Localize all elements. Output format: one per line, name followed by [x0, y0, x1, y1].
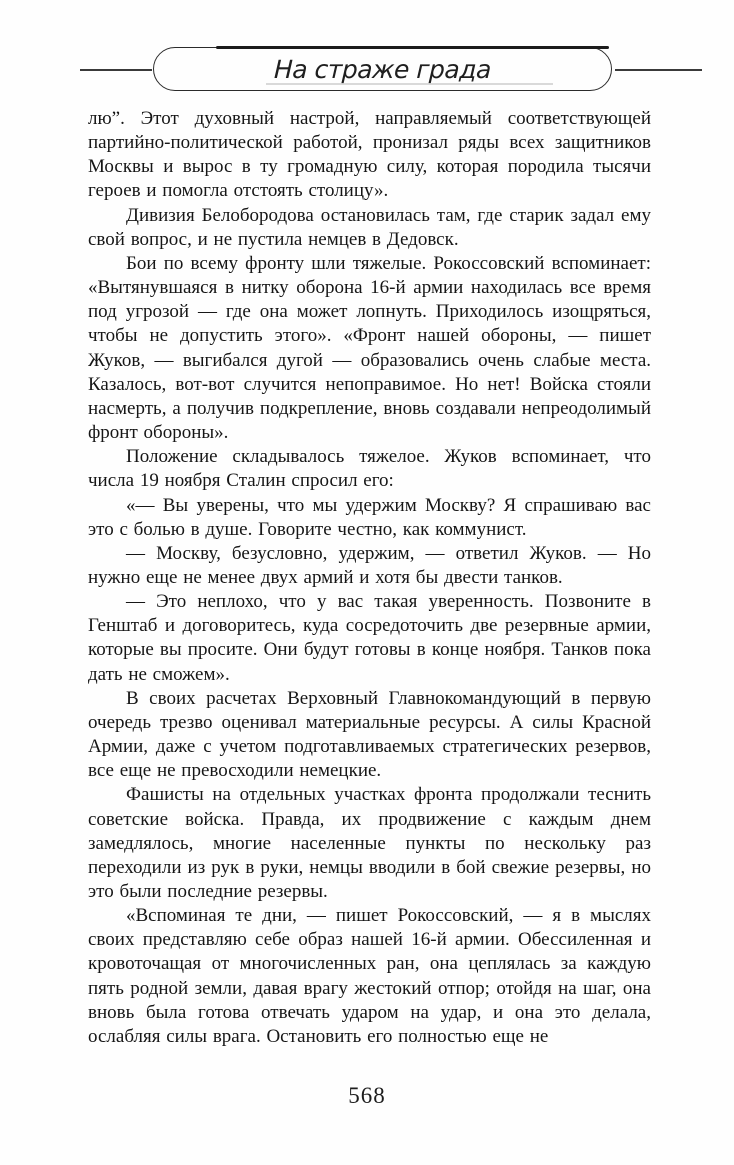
paragraph: Дивизия Белобородова остановилась там, где старик задал ему свой вопрос, и не пустила немцев в Дедовск. — [88, 204, 651, 250]
paragraph: В своих расчетах Верховный Главнокомандующий в первую очередь трезво оценивал материальные ресурсы. А силы Красной Армии, даже с учетом подготавливаемых стратегических резервов, все еще не превосходили немецкие. — [88, 687, 651, 782]
paragraph: Бои по всему фронту шли тяжелые. Рокоссовский вспоминает: «Вытянувшаяся в нитку оборона 16-й армии находилась все время под угрозой — где она может лопнуть. Приходилось изощряться, чтобы не допустить этого». «Фронт нашей обороны, — пишет Жуков, — выгибался дугой — образовались очень слабые места. Казалось, вот-вот случится непоправимое. Но нет! Войска стояли насмерть, а получив подкрепление, вновь создавали непреодолимый фронт обороны». — [88, 252, 651, 444]
page-number: 568 — [348, 1083, 386, 1108]
paragraph: — Это неплохо, что у вас такая уверенность. Позвоните в Генштаб и договоритесь, куда сосредоточить две резервные армии, которые вы просите. Они будут готовы в конце ноября. Танков пока дать не сможем». — [88, 591, 651, 685]
chapter-title: На страже града — [273, 54, 492, 84]
paragraph: Положение складывалось тяжелое. Жуков вспоминает, что числа 19 ноября Сталин спросил его: — [88, 446, 651, 492]
paragraph: лю”. Этот духовный настрой, направляемый соответствующей партийно-политической работой, пронизал ряды всех защитников Москвы и вырос в ту громадную силу, которая породила тысячи героев и помогла отстоять столицу». — [88, 108, 651, 202]
paragraph: — Москву, безусловно, удержим, — ответил Жуков. — Но нужно еще не менее двух армий и хотя бы двести танков. — [88, 542, 651, 588]
chapter-title-banner — [153, 47, 612, 91]
page-body-text — [88, 107, 651, 1049]
header-rule-right — [615, 69, 702, 71]
paragraph: «Вспоминая те дни, — пишет Рокоссовский, — я в мыслях своих представляю себе образ нашей 16-й армии. Обессиленная и кровоточащая от многочисленных ран, она цеплялась за каждую пять родной земли, давая врагу жестокий отпор; отойдя на шаг, она вновь была готова отвечать ударом на удар, и она это делала, ослабляя силы врага. Остановить его полностью еще не — [88, 905, 651, 1047]
chapter-header — [0, 0, 734, 100]
header-rule-left — [80, 69, 152, 71]
paragraph: Фашисты на отдельных участках фронта продолжали теснить советские войска. Правда, их продвижение с каждым днем замедлялось, многие населенные пункты по нескольку раз переходили из рук в руки, немцы вводили в бой свежие резервы, но это были последние резервы. — [88, 784, 651, 902]
paragraph: «— Вы уверены, что мы удержим Москву? Я спрашиваю вас это с болью в душе. Говорите честно, как коммунист. — [88, 494, 651, 540]
